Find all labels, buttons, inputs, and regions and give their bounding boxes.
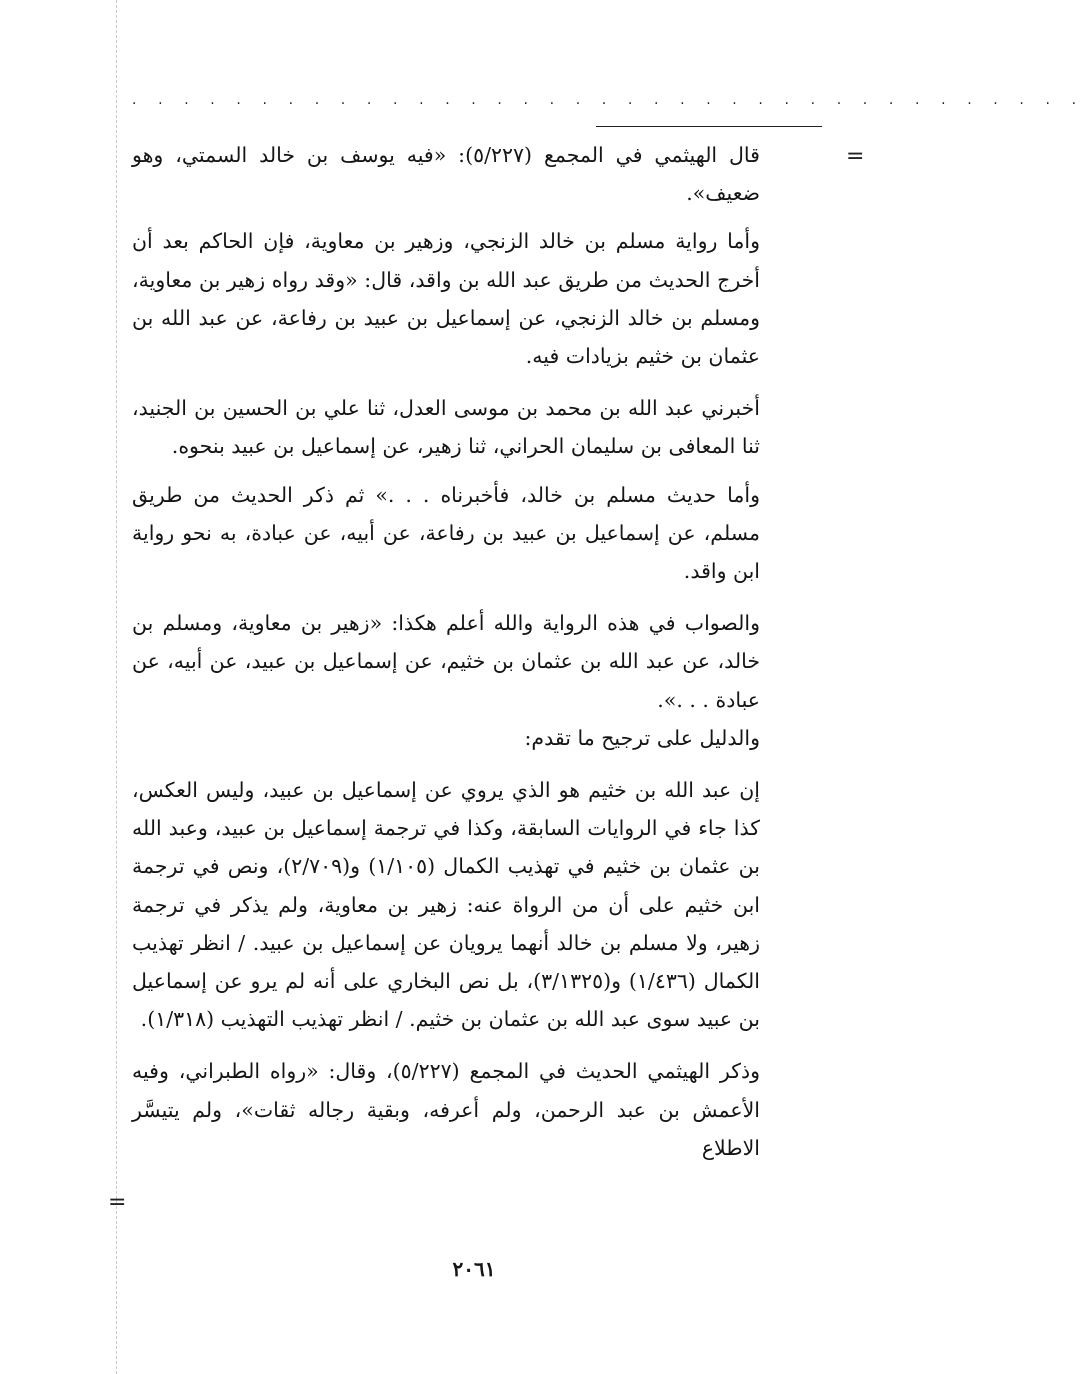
paragraph-sawab: والصواب في هذه الرواية والله أعلم هكذا: «زهير بن معاوية، ومسلم بن خالد، عن عبد الله بن عثمان بن خثيم، عن إسماعيل بن عبيد، عن أبيه، عن عبادة . . .».	[132, 611, 760, 712]
page-number: ٢٠٦١	[452, 1257, 496, 1281]
continuation-mark-top: =	[846, 144, 865, 169]
paragraph-dalil-body: إن عبد الله بن خثيم هو الذي يروي عن إسماعيل بن عبيد، وليس العكس، كذا جاء في الروايات السابقة، وكذا في ترجمة إسماعيل بن عبيد، وعبد الله بن عثمان بن خثيم في تهذيب الكمال (١/١٠٥) و(٢/٧٠٩)، ونص في ترجمة ابن خثيم على أن من الرواة عنه: زهير بن معاوية، ولم يذكر في ترجمة زهير، ولا مسلم بن خالد أنهما يرويان عن إسماعيل بن عبيد. / انظر تهذيب الكمال (١/٤٣٦) و(٣/١٣٢٥)، بل نص البخاري على أنه لم يرو عن إسماعيل بن عبيد سوى عبد الله بن عثمان بن خثيم. / انظر تهذيب التهذيب (١/٣١٨).	[132, 778, 760, 1032]
paragraph-haythami-2: وذكر الهيثمي الحديث في المجمع (٥/٢٢٧)، وقال: «رواه الطبراني، وفيه الأعمش بن عبد الرحمن، ولم أعرفه، وبقية رجاله ثقات»، ولم يتيسَّر الاطلاع	[132, 1059, 760, 1160]
paragraph-isnad-zuhair: أخبرني عبد الله بن محمد بن موسى العدل، ثنا علي بن الحسين بن الجنيد، ثنا المعافى بن سليمان الحراني، ثنا زهير، عن إسماعيل بن عبيد بنحوه.	[132, 396, 760, 459]
paragraph-dalil-heading: والدليل على ترجيح ما تقدم:	[524, 725, 760, 750]
footnote-rule	[596, 126, 822, 127]
paragraph-hakim-riwaya: وأما رواية مسلم بن خالد الزنجي، وزهير بن معاوية، فإن الحاكم بعد أن أخرج الحديث من طريق عبد الله بن واقد، قال: «وقد رواه زهير بن معاوية، ومسلم بن خالد الزنجي، عن إسماعيل بن عبيد بن رفاعة، عن عبد الله بن عثمان بن خثيم بزيادات فيه.	[132, 229, 760, 369]
scan-fold-line	[116, 0, 117, 1374]
footnote-dotted-separator: . . . . . . . . . . . . . . . . . . . . . . . . . . . . . . . . . . . . .	[132, 92, 1085, 108]
continuation-mark-bottom: =	[108, 1190, 127, 1215]
paragraph-haythami-1: قال الهيثمي في المجمع (٥/٢٢٧): «فيه يوسف بن خالد السمتي، وهو ضعيف».	[132, 143, 760, 206]
paragraph-muslim-bin-khalid: وأما حديث مسلم بن خالد، فأخبرناه . . .» ثم ذكر الحديث من طريق مسلم، عن إسماعيل بن عبيد بن رفاعة، عن أبيه، عن عبادة، به نحو رواية ابن واقد.	[132, 482, 760, 584]
footnote-body	[132, 136, 760, 1167]
